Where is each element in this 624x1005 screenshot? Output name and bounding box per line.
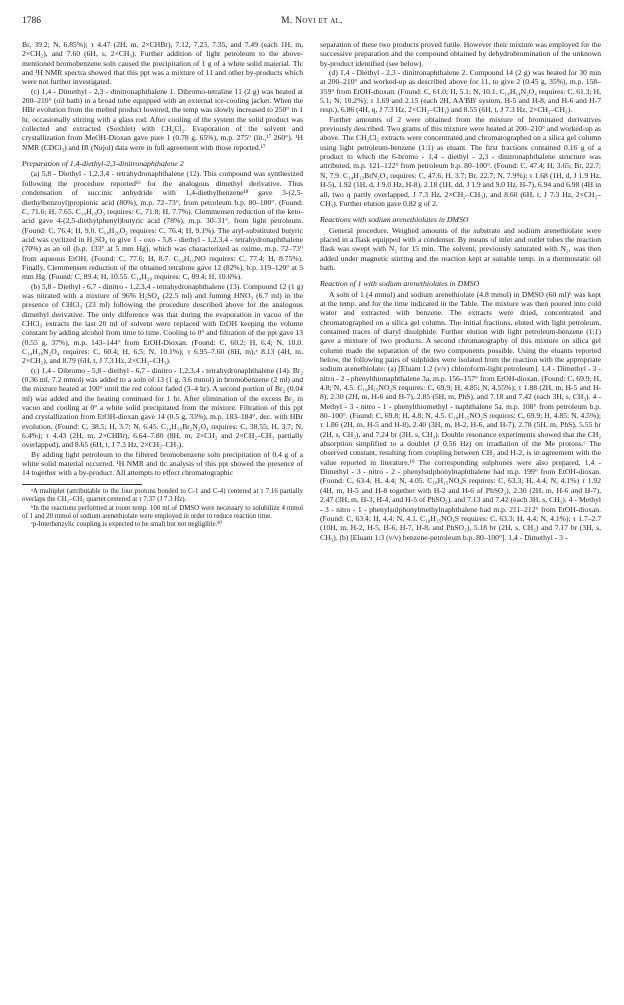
- running-title: M. Novi et al.: [281, 16, 343, 26]
- paragraph: (c) 1,4 - Dibromo - 5,8 - diethyl - 6,7 - dinitro - 1,2,3,4 - tetrahydronaphthalene (14). Br₂ (0.36 ml, 7.2 mmol) was added to a soln of 13 (1 g, 3.6 mmol) in bromobenzene (2 ml) and the mixture heated at 100° until the red colour faded (3–4 hr). A second portion of Br₂ (0.04 ml) was added and the heating continued for 1 hr. After elimination of the excess Br₂ in vacuo and cooling at 0° a white solid precipitated from the mixture. Filtration of this ppt and crystallization from EtOH-dioxan gave 14 (0.5 g, 33%), m.p. 183–184°, dec. with HBr evolution. (Found: C, 38.5; H, 3.7; N, 6.45. C₁₄H₁₆Br₂N₂O₄ requires: C, 38.55; H, 3.7; N, 6.4%); τ 4.43 (2H, m, 2×CHBr), 6.64–7.80 (8H, m, 2×CH₂ and 2×CH₂–CH₃ partially overlapped), and 8.65 (6H, t, J 7.3 Hz, 2×CH₂–CH₃).: [22, 365, 303, 450]
- section-heading: Reactions with sodium arenethiolates in DMSO: [320, 215, 469, 225]
- paragraph: Br, 39.2; N, 6.85%); τ 4.47 (2H, m, 2×CHBr), 7.12, 7.23, 7.35, and 7.49 (each 1H, m, 2×CH₂), and 7.60 (6H, s, 2×CH₃). Further addition of light petroleum to the above-mentioned bromobenzene soln caused the precipitation of 1 g of a white solid material. Tlc and ¹H NMR spectra showed that this ppt was a mixture of 11 and other by-products which were not further investigated.: [22, 40, 303, 87]
- page-number: 1786: [22, 16, 41, 26]
- paragraph: (b) 5,8 - Diethyl - 6,7 - dinitro - 1,2,3,4 - tetrahydronaphthalene (13). Compound 12 (1 g) was nitrated with a mixture of 96% H₂SO₄ (22.5 ml) and fuming HNO₃ (6.7 ml) in the presence of CHCl₃ (23 ml) following the procedure described above for the analogous dimethyl derivative. The only difference was that during the evaporation in vacuo of the CHCl₃ extracts the last 20 ml of solvent were replaced with EtOH keeping the volume constant by adding alcohol from time to time. Cooling to 0° and filtration of the ppt gave 13 (0.55 g, 37%), m.p. 143–144° from EtOH-Dioxan. (Found: C, 60.2; H, 6.4; N, 10.0. C₁₄H₁₈N₂O₄ requires: C, 60.4; H, 6.5; N, 10.1%); τ 6.95–7.60 (8H, m),ᵃ 8.13 (4H, m, 2×CH₂), and 8.79 (6H, t, J 7.3 Hz, 2×CH₂–CH₃).: [22, 281, 303, 366]
- section-heading: Reaction of 1 with sodium arenethiolates in DMSO: [320, 279, 480, 289]
- paragraph: A soln of 1 (4 mmol) and sodium arenethiolate (4.8 mmol) in DMSO (60 ml)ᵇ was kept at the temp. and for the time indicated in the Table. The mixture was then poured into cold water and extracted with benzene. The extracts were dried, concentrated and chromatographed on a silica gel column. The initial fractions, eluted with light petroleum, contained traces of diaryl disulphide. Further elution with light petroleum-benzene (1:1) gave a mixture of two products. A second chromatography of this mixture on silica gel column made the separation of the two components possible. Using the eluants reported below, the following pairs of sulphides were isolated from the reaction with the appropriate sodium arenethiolate: (a) [Eluant 1:2 (v/v) chloroform-light petroleum]. 1,4 - Dimethyl - 3 - nitro - 2 - phenylthionaphthalene 3a, m.p. 156–157° from EtOH-dioxan. (Found: C, 69.9; H, 4.8; N, 4.5. C₁₈H₁₅NO₂S requires: C, 69.9; H, 4.85; N, 4.55%); τ 1.88 (2H, m, H-5 and H-8), 2.30 (2H, m, H-6 and H-7), 2.85 (5H, m, PhS), and 7.18 and 7.42 (each 3H, s, CH₃). 4 - Methyl - 3 - nitro - 1 - phenylthiomethyl - naphthalene 5a, m.p. 108° from petroleum b.p. 80–100°. (Found: C, 69.8; H, 4.8; N, 4.5. C₁₈H₁₅NO₂S requires: C, 69.9; H, 4.85; N, 4.5%); τ 1.86 (2H, m, H-5 and H-8), 2.40 (3H, m, H-2, H-6, and H-7), 2.78 (5H, m, PhS), 5.55 br (2H, s, CH₂), and 7.24 br (3H, s, CH₃). Double resonance experiments showed that the CH₂ absorption simplified to a doublet (J 0.56 Hz) on irradiation of the Me protons.ᶜ The observed constant, resulting from coupling between CH₂ and H-2, is in agreement with the value reported in literature.¹⁹ The corresponding sulphones were also prepared. 1,4 - Dimethyl - 3 - nitro - 2 - phenylsulphonylnaphthalene had m.p. 199° from EtOH-dioxan. (Found: C, 63.4; H, 4.4; N, 4.05. C₁₈H₁₅NO₄S requires: C, 63.3; H, 4.4; N, 4.1%) τ 1.92 (4H, m, H-5 and H-8 together with H-2 and H-6 of PhSO₂), 2.30 (2H, m, H-6 and H-7), 2.47 (3H, m, H-3, H-4, and H-5 of PhSO₂), and 7.13 and 7.42 (each 3H, s, CH₃). 4 - Methyl - 3 - nitro - 1 - phenylsulphonylmethylnaphthalene had m.p. 211–212° from EtOH-dioxan. (Found: C, 63.4; H, 4.4; N, 4.1. C₁₈H₁₅NO₄S requires: C, 63.3; H, 4.4; N, 4.1%); τ 1.7–2.7 (10H, m, H-2, H-5, H-6, H-7, H-8, and PhSO₂), 5.18 br (2H, s, CH₂) and 7.17 br (3H, s, CH₃). (b) [Eluant 1:3 (v/v) benzene-petroleum b.p. 80–100°]. 1,4 - Dimethyl - 3 -: [320, 289, 601, 542]
- footnote: ᶜp-Interbenzylic coupling is expected to be small but not negligible.²⁰: [31, 521, 223, 529]
- left-column: [22, 40, 303, 530]
- paragraph: (d) 1,4 - Diethyl - 2,3 - dinitronaphthalene 2. Compound 14 (2 g) was heated for 30 min at 200–210° and worked-up as described above for 11, to give 2 (0.45 g, 35%), m.p. 158–159° from EtOH-dioxan. (Found: C, 61.0; H, 5.1; N, 10.1. C₁₄H₁₄N₂O₄ requires: C, 61.3; H, 5.1; N, 10.2%); τ 1.69 and 2.15 (each 2H, AA'BB' system, H-5 and H-8, and H-6 and H-7 resp.), 6.86 (4H, q, J 7.3 Hz, 2×CH₂–CH₃) and 8.55 (6H, t, J 7.3 Hz, 2×CH₂–CH₃).: [320, 68, 601, 115]
- paragraph: By adding light petroleum to the filtered bromobenzene soln precipitation of 0.4 g of a white solid material occurred. ¹H NMR and tlc analysis of this ppt showed the presence of 14 together with a by-product. All attempts to effect chromatographic: [22, 449, 303, 478]
- paragraph: separation of these two products proved futile. However their mixture was employed for the successive preparation and the compound obtained by dehydrobromination of the unknown by-product identified (see below).: [320, 40, 601, 68]
- paragraph: (c) 1,4 - Dimethyl - 2,3 - dinitronaphthalene 1. Dibromo-tetraline 11 (2 g) was heated at 200–210° (oil bath) in a broad tube equipped with an external ice-cooling jacket. When the HBr evolution from the melted product lowered, the temp was slowly increased to 250° in 1 hr, occasionally stirring with a glass rod. After cooling of the system the solid product was collected and extracted (Soxhlet) with CH₂Cl₂. Evaporation of the solvent and crystallization from MeOH-Dioxan gave pure 1 (0.78 g, 65%), m.p. 275° (lit.,¹⁷ 260°). ¹H NMR (CDCl₃) and IR (Nujol) data were in full agreement with those reported.¹⁷: [22, 86, 303, 152]
- page-header: [22, 16, 602, 30]
- paragraph: Further amounts of 2 were obtained from the mixture of brominated derivatives previously described. Two grams of this mixture were heated at 200–210° and worked-up as above. The CH₂Cl₂ extracts were concentrated and chromatographed on a silica gel column using light petroleum-benzene (1:1) as eluant. The first fractions contained 0.16 g of a product to which the 6-bromo - 1,4 - diethyl - 2,3 - dinitronaphthalene structure was attributed, m.p. 121–122° from petroleum b.p. 80–100°. (Found: C, 47.4; H, 3.65; Br, 22.7; N, 7.9. C₁₄H₁₃BrN₂O₄ requires: C, 47.6; H, 3.7; Br, 22.7; N, 7.9%); τ 1.68 (1H, d, J 1.9 Hz, H-5), 1.92 (1H, d, J 9.0 Hz, H-8), 2.18 (1H, dd, J 1.9 and 9.0 Hz, H-7), 6.94 and 6.98 (4H in all, two q partly overlapped, J 7.3 Hz, 2×CH₂–CH₃), and 8.60 (6H, t, J 7.3 Hz, 2×CH₂–CH₃). Further elution gave 0.82 g of 2.: [320, 114, 601, 208]
- footnote-divider: [22, 484, 142, 485]
- paragraph: General procedure. Weighed amounts of the substrate and sodium arenethiolate were placed in a flask equipped with a condenser. By means of inlet and outlet tubes the reaction flask was swept with N₂ for 15 min. The solvent, previously saturated with N₂, was then added under magnetic stirring and the reaction kept at suitable temp. in a thermostatic oil bath.: [320, 225, 601, 272]
- paragraph: (a) 5,8 - Diethyl - 1,2,3,4 - tetrahydronaphthalene (12). This compound was synthesized following the procedure reported¹⁶ for the analogous dimethyl derivative. Thus condensation of succinic anhydride with 1,4-diethylbenzene¹⁸ gave 3-(2,5-diethylbenzoyl)propionic acid (80%), m.p. 72–73°, from petroleum b.p. 80–100°. (Found: C, 71.6; H, 7.65. C₁₄H₁₈O₃ requires: C, 71.8; H, 7.7%). Clemmensen reduction of the keto-acid gave 4-(2,5-diethylphenyl)butyric acid (78%), m.p. 30–31°, from light petroleum. (Found: C, 76.4; H, 9.0. C₁₄H₂₀O₂ requires: C, 76.4; H, 9.1%). The aryl-substituted butyric acid was cyclized in H₂SO₄ to give 1 - oxo - 5,8 - diethyl - 1,2,3,4 - tetrahydronaphthalene (70%) as an oil (b.p. 133° at 5 mm Hg), which was characterized as oxime, m.p. 72–73° from aqueous EtOH. (Found: C, 77.6; H, 8.7. C₁₄H₁₉NO requires: C, 77.4; H, 8.75%). Finally, Clemmensen reduction of the obtained tetralone gave 12 (82%), b.p. 119–120° at 5 mm Hg. (Found: C, 89.4; H, 10.55. C₁₄H₂₀ requires: C, 89.4; H, 10.6%).: [22, 169, 303, 282]
- footnote: ᵇIn the reactions performed at room temp. 100 ml of DMSO were necessary to solubilize 4 mmol of 1 and 20 mmol of sodium arenethiolate were employed in order to reduce reaction time.: [22, 504, 303, 521]
- footnote: ᵃA multiplet (attributable to the four protons bonded to C-1 and C-4) centered at τ 7.16 partially overlaps the CH₂–CH₃ quartet centered at τ 7.37 (J 7.3 Hz).: [22, 487, 303, 504]
- section-heading: Preparation of 1,4-diethyl-2,3-dinitronaphthalene 2: [22, 159, 184, 169]
- right-column: [320, 40, 601, 542]
